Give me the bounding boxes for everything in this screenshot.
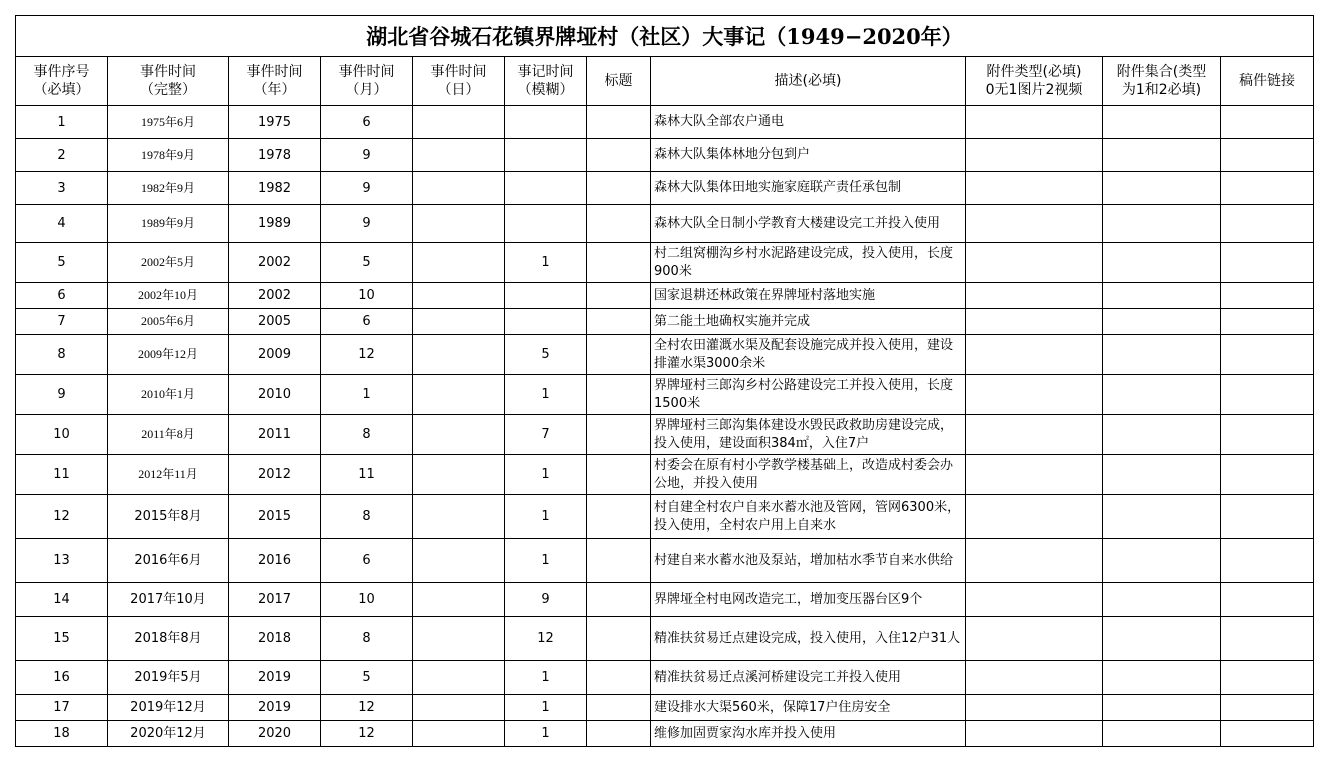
cell-day[interactable] xyxy=(413,172,505,205)
table-row xyxy=(16,283,1314,309)
cell-heading[interactable] xyxy=(587,495,651,539)
cell-link[interactable] xyxy=(1221,617,1314,661)
cell-time-full[interactable]: 1989年9月 xyxy=(108,205,229,243)
cell-fuzzy[interactable] xyxy=(505,172,587,205)
cell-month[interactable]: 10 xyxy=(321,283,413,309)
cell-desc[interactable]: 界牌垭村三郎沟集体建设水毁民政救助房建设完成，投入使用，建设面积384㎡，入住7户 xyxy=(651,415,966,455)
cell-desc[interactable]: 界牌垭村三郎沟乡村公路建设完工并投入使用，长度1500米 xyxy=(651,375,966,415)
cell-seq[interactable]: 1 xyxy=(16,106,108,139)
cell-month[interactable]: 9 xyxy=(321,139,413,172)
cell-heading[interactable] xyxy=(587,205,651,243)
cell-seq[interactable]: 10 xyxy=(16,415,108,455)
cell-desc[interactable]: 村二组窝棚沟乡村水泥路建设完成，投入使用，长度900米 xyxy=(651,243,966,283)
cell-att-type[interactable] xyxy=(966,205,1103,243)
cell-seq[interactable]: 12 xyxy=(16,495,108,539)
table-row xyxy=(16,309,1314,335)
cell-day[interactable] xyxy=(413,415,505,455)
cell-desc[interactable]: 维修加固贾家沟水库并投入使用 xyxy=(651,721,966,747)
cell-desc[interactable]: 全村农田灌溉水渠及配套设施完成并投入使用，建设排灌水渠3000余米 xyxy=(651,335,966,375)
cell-desc[interactable]: 森林大队全日制小学教育大楼建设完工并投入使用 xyxy=(651,205,966,243)
cell-heading[interactable] xyxy=(587,415,651,455)
cell-fuzzy[interactable]: 5 xyxy=(505,335,587,375)
cell-time-full[interactable]: 1978年9月 xyxy=(108,139,229,172)
cell-fuzzy[interactable]: 1 xyxy=(505,495,587,539)
cell-year[interactable]: 2005 xyxy=(229,309,321,335)
cell-time-full[interactable]: 1982年9月 xyxy=(108,172,229,205)
table-row xyxy=(16,106,1314,139)
cell-link[interactable] xyxy=(1221,106,1314,139)
cell-att-set[interactable] xyxy=(1103,495,1221,539)
cell-desc[interactable]: 村自建全村农户自来水蓄水池及管网，管网6300米，投入使用，全村农户用上自来水 xyxy=(651,495,966,539)
cell-desc[interactable]: 精准扶贫易迁点建设完成，投入使用，入住12户31人 xyxy=(651,617,966,661)
cell-time-full[interactable]: 2002年10月 xyxy=(108,283,229,309)
table-row xyxy=(16,335,1314,375)
cell-day[interactable] xyxy=(413,583,505,617)
cell-month[interactable]: 8 xyxy=(321,495,413,539)
cell-year[interactable]: 2009 xyxy=(229,335,321,375)
cell-month[interactable]: 8 xyxy=(321,415,413,455)
cell-link[interactable] xyxy=(1221,172,1314,205)
cell-day[interactable] xyxy=(413,106,505,139)
table-row xyxy=(16,172,1314,205)
cell-desc[interactable]: 村建自来水蓄水池及泵站，增加枯水季节自来水供给 xyxy=(651,539,966,583)
cell-fuzzy[interactable]: 1 xyxy=(505,539,587,583)
header-heading: 标题 xyxy=(587,57,651,106)
cell-fuzzy[interactable]: 1 xyxy=(505,695,587,721)
table-row xyxy=(16,139,1314,172)
cell-fuzzy[interactable] xyxy=(505,283,587,309)
cell-year[interactable]: 2020 xyxy=(229,721,321,747)
cell-time-full[interactable]: 2020年12月 xyxy=(108,721,229,747)
cell-heading[interactable] xyxy=(587,106,651,139)
cell-time-full[interactable]: 2011年8月 xyxy=(108,415,229,455)
cell-link[interactable] xyxy=(1221,583,1314,617)
cell-heading[interactable] xyxy=(587,335,651,375)
cell-month[interactable]: 9 xyxy=(321,205,413,243)
cell-seq[interactable]: 6 xyxy=(16,283,108,309)
cell-seq[interactable]: 17 xyxy=(16,695,108,721)
cell-link[interactable] xyxy=(1221,283,1314,309)
cell-att-type[interactable] xyxy=(966,455,1103,495)
cell-time-full[interactable]: 2005年6月 xyxy=(108,309,229,335)
cell-day[interactable] xyxy=(413,695,505,721)
header-fuzzy: 事记时间 （模糊） xyxy=(505,57,587,106)
cell-att-set[interactable] xyxy=(1103,106,1221,139)
cell-att-set[interactable] xyxy=(1103,172,1221,205)
cell-day[interactable] xyxy=(413,139,505,172)
cell-fuzzy[interactable]: 1 xyxy=(505,721,587,747)
table-row xyxy=(16,539,1314,583)
cell-att-type[interactable] xyxy=(966,283,1103,309)
cell-day[interactable] xyxy=(413,617,505,661)
cell-link[interactable] xyxy=(1221,139,1314,172)
cell-att-type[interactable] xyxy=(966,617,1103,661)
cell-seq[interactable]: 2 xyxy=(16,139,108,172)
cell-month[interactable]: 6 xyxy=(321,309,413,335)
cell-fuzzy[interactable] xyxy=(505,309,587,335)
cell-year[interactable]: 2019 xyxy=(229,661,321,695)
cell-att-set[interactable] xyxy=(1103,205,1221,243)
cell-att-type[interactable] xyxy=(966,172,1103,205)
cell-seq[interactable]: 13 xyxy=(16,539,108,583)
cell-time-full[interactable]: 2018年8月 xyxy=(108,617,229,661)
cell-link[interactable] xyxy=(1221,695,1314,721)
cell-day[interactable] xyxy=(413,205,505,243)
cell-heading[interactable] xyxy=(587,661,651,695)
cell-att-set[interactable] xyxy=(1103,661,1221,695)
cell-att-set[interactable] xyxy=(1103,335,1221,375)
cell-link[interactable] xyxy=(1221,539,1314,583)
cell-desc[interactable]: 界牌垭全村电网改造完工，增加变压器台区9个 xyxy=(651,583,966,617)
table-body xyxy=(16,106,1314,747)
cell-fuzzy[interactable]: 12 xyxy=(505,617,587,661)
cell-fuzzy[interactable]: 7 xyxy=(505,415,587,455)
cell-seq[interactable]: 11 xyxy=(16,455,108,495)
cell-fuzzy[interactable] xyxy=(505,139,587,172)
cell-seq[interactable]: 8 xyxy=(16,335,108,375)
header-att-type: 附件类型(必填) 0无1图片2视频 xyxy=(966,57,1103,106)
cell-att-type[interactable] xyxy=(966,661,1103,695)
cell-heading[interactable] xyxy=(587,539,651,583)
cell-year[interactable]: 2002 xyxy=(229,283,321,309)
cell-day[interactable] xyxy=(413,721,505,747)
cell-time-full[interactable]: 2010年1月 xyxy=(108,375,229,415)
cell-seq[interactable]: 18 xyxy=(16,721,108,747)
cell-att-set[interactable] xyxy=(1103,583,1221,617)
header-row xyxy=(16,57,1314,106)
cell-att-set[interactable] xyxy=(1103,617,1221,661)
cell-fuzzy[interactable] xyxy=(505,205,587,243)
cell-month[interactable]: 5 xyxy=(321,661,413,695)
cell-desc[interactable]: 村委会在原有村小学教学楼基础上，改造成村委会办公地，并投入使用 xyxy=(651,455,966,495)
cell-att-set[interactable] xyxy=(1103,243,1221,283)
cell-att-set[interactable] xyxy=(1103,695,1221,721)
table-row xyxy=(16,205,1314,243)
cell-year[interactable]: 1982 xyxy=(229,172,321,205)
cell-att-type[interactable] xyxy=(966,721,1103,747)
header-att-set: 附件集合(类型 为1和2必填) xyxy=(1103,57,1221,106)
cell-heading[interactable] xyxy=(587,139,651,172)
cell-day[interactable] xyxy=(413,495,505,539)
header-link: 稿件链接 xyxy=(1221,57,1314,106)
header-desc: 描述(必填) xyxy=(651,57,966,106)
cell-seq[interactable]: 14 xyxy=(16,583,108,617)
cell-att-set[interactable] xyxy=(1103,415,1221,455)
cell-month[interactable]: 5 xyxy=(321,243,413,283)
cell-att-type[interactable] xyxy=(966,139,1103,172)
cell-month[interactable]: 6 xyxy=(321,539,413,583)
cell-day[interactable] xyxy=(413,335,505,375)
cell-year[interactable]: 2015 xyxy=(229,495,321,539)
cell-time-full[interactable]: 2002年5月 xyxy=(108,243,229,283)
cell-fuzzy[interactable] xyxy=(505,106,587,139)
cell-year[interactable]: 1989 xyxy=(229,205,321,243)
cell-time-full[interactable]: 2019年5月 xyxy=(108,661,229,695)
table-row xyxy=(16,455,1314,495)
cell-att-type[interactable] xyxy=(966,695,1103,721)
cell-link[interactable] xyxy=(1221,205,1314,243)
cell-heading[interactable] xyxy=(587,617,651,661)
cell-att-type[interactable] xyxy=(966,539,1103,583)
cell-att-type[interactable] xyxy=(966,335,1103,375)
cell-time-full[interactable]: 2015年8月 xyxy=(108,495,229,539)
header-month: 事件时间 （月） xyxy=(321,57,413,106)
cell-year[interactable]: 2011 xyxy=(229,415,321,455)
cell-month[interactable]: 12 xyxy=(321,721,413,747)
cell-link[interactable] xyxy=(1221,661,1314,695)
table-row xyxy=(16,695,1314,721)
cell-heading[interactable] xyxy=(587,583,651,617)
cell-att-type[interactable] xyxy=(966,106,1103,139)
cell-seq[interactable]: 9 xyxy=(16,375,108,415)
cell-year[interactable]: 1975 xyxy=(229,106,321,139)
cell-seq[interactable]: 7 xyxy=(16,309,108,335)
table-row xyxy=(16,495,1314,539)
cell-seq[interactable]: 3 xyxy=(16,172,108,205)
spreadsheet xyxy=(15,15,1314,747)
cell-att-set[interactable] xyxy=(1103,309,1221,335)
table-row xyxy=(16,617,1314,661)
cell-att-type[interactable] xyxy=(966,243,1103,283)
cell-att-set[interactable] xyxy=(1103,283,1221,309)
cell-fuzzy[interactable]: 1 xyxy=(505,661,587,695)
cell-month[interactable]: 8 xyxy=(321,617,413,661)
cell-day[interactable] xyxy=(413,309,505,335)
cell-link[interactable] xyxy=(1221,455,1314,495)
cell-att-type[interactable] xyxy=(966,375,1103,415)
cell-fuzzy[interactable]: 1 xyxy=(505,455,587,495)
cell-desc[interactable]: 森林大队集体田地实施家庭联产责任承包制 xyxy=(651,172,966,205)
cell-day[interactable] xyxy=(413,455,505,495)
cell-heading[interactable] xyxy=(587,721,651,747)
cell-month[interactable]: 11 xyxy=(321,455,413,495)
cell-day[interactable] xyxy=(413,539,505,583)
cell-att-set[interactable] xyxy=(1103,375,1221,415)
cell-day[interactable] xyxy=(413,283,505,309)
cell-fuzzy[interactable]: 1 xyxy=(505,243,587,283)
cell-link[interactable] xyxy=(1221,721,1314,747)
cell-link[interactable] xyxy=(1221,243,1314,283)
cell-day[interactable] xyxy=(413,243,505,283)
cell-heading[interactable] xyxy=(587,243,651,283)
cell-fuzzy[interactable]: 1 xyxy=(505,375,587,415)
cell-att-type[interactable] xyxy=(966,495,1103,539)
cell-seq[interactable]: 4 xyxy=(16,205,108,243)
header-day: 事件时间 （日） xyxy=(413,57,505,106)
cell-heading[interactable] xyxy=(587,283,651,309)
table-row xyxy=(16,375,1314,415)
table-row xyxy=(16,721,1314,747)
cell-time-full[interactable]: 1975年6月 xyxy=(108,106,229,139)
cell-month[interactable]: 12 xyxy=(321,335,413,375)
cell-link[interactable] xyxy=(1221,309,1314,335)
table-row xyxy=(16,243,1314,283)
cell-year[interactable]: 1978 xyxy=(229,139,321,172)
cell-heading[interactable] xyxy=(587,695,651,721)
cell-desc[interactable]: 第二能土地确权实施并完成 xyxy=(651,309,966,335)
cell-time-full[interactable]: 2012年11月 xyxy=(108,455,229,495)
header-time-full: 事件时间 （完整） xyxy=(108,57,229,106)
table-row xyxy=(16,583,1314,617)
table-title: 湖北省谷城石花镇界牌垭村（社区）大事记（1949−2020年） xyxy=(16,16,1314,57)
cell-seq[interactable]: 16 xyxy=(16,661,108,695)
cell-desc[interactable]: 建设排水大渠560米，保障17户住房安全 xyxy=(651,695,966,721)
cell-time-full[interactable]: 2017年10月 xyxy=(108,583,229,617)
cell-time-full[interactable]: 2016年6月 xyxy=(108,539,229,583)
cell-year[interactable]: 2018 xyxy=(229,617,321,661)
cell-year[interactable]: 2017 xyxy=(229,583,321,617)
cell-att-set[interactable] xyxy=(1103,455,1221,495)
cell-desc[interactable]: 精准扶贫易迁点溪河桥建设完工并投入使用 xyxy=(651,661,966,695)
header-seq: 事件序号 （必填） xyxy=(16,57,108,106)
cell-year[interactable]: 2012 xyxy=(229,455,321,495)
cell-heading[interactable] xyxy=(587,172,651,205)
cell-day[interactable] xyxy=(413,375,505,415)
cell-heading[interactable] xyxy=(587,455,651,495)
cell-att-set[interactable] xyxy=(1103,139,1221,172)
cell-year[interactable]: 2010 xyxy=(229,375,321,415)
cell-desc[interactable]: 森林大队集体林地分包到户 xyxy=(651,139,966,172)
header-year: 事件时间 （年） xyxy=(229,57,321,106)
cell-time-full[interactable]: 2019年12月 xyxy=(108,695,229,721)
events-table xyxy=(15,15,1314,747)
cell-heading[interactable] xyxy=(587,309,651,335)
table-row xyxy=(16,415,1314,455)
cell-link[interactable] xyxy=(1221,375,1314,415)
cell-month[interactable]: 9 xyxy=(321,172,413,205)
cell-att-type[interactable] xyxy=(966,415,1103,455)
cell-link[interactable] xyxy=(1221,495,1314,539)
cell-att-type[interactable] xyxy=(966,583,1103,617)
cell-day[interactable] xyxy=(413,661,505,695)
cell-year[interactable]: 2019 xyxy=(229,695,321,721)
cell-month[interactable]: 1 xyxy=(321,375,413,415)
cell-link[interactable] xyxy=(1221,415,1314,455)
cell-month[interactable]: 12 xyxy=(321,695,413,721)
cell-desc[interactable]: 森林大队全部农户通电 xyxy=(651,106,966,139)
cell-seq[interactable]: 5 xyxy=(16,243,108,283)
cell-heading[interactable] xyxy=(587,375,651,415)
cell-att-type[interactable] xyxy=(966,309,1103,335)
cell-desc[interactable]: 国家退耕还林政策在界牌垭村落地实施 xyxy=(651,283,966,309)
cell-seq[interactable]: 15 xyxy=(16,617,108,661)
cell-year[interactable]: 2016 xyxy=(229,539,321,583)
cell-fuzzy[interactable]: 9 xyxy=(505,583,587,617)
cell-att-set[interactable] xyxy=(1103,539,1221,583)
cell-time-full[interactable]: 2009年12月 xyxy=(108,335,229,375)
table-row xyxy=(16,661,1314,695)
cell-year[interactable]: 2002 xyxy=(229,243,321,283)
cell-month[interactable]: 10 xyxy=(321,583,413,617)
cell-month[interactable]: 6 xyxy=(321,106,413,139)
cell-link[interactable] xyxy=(1221,335,1314,375)
cell-att-set[interactable] xyxy=(1103,721,1221,747)
